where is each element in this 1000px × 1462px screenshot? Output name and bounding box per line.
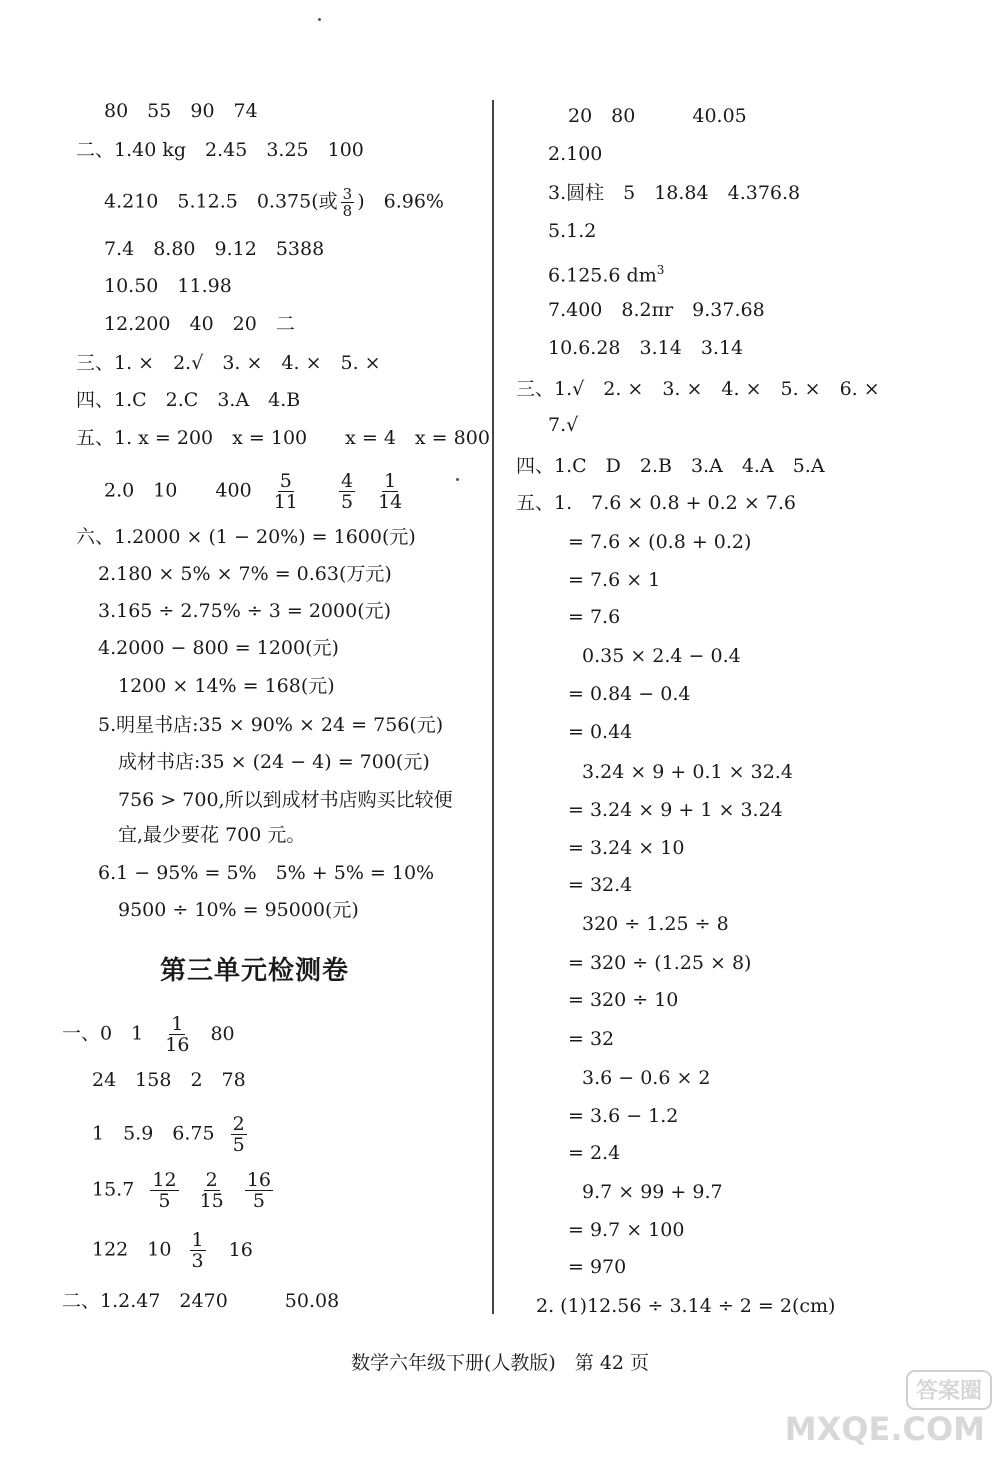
- answer-line: = 9.7 × 100: [568, 1219, 685, 1241]
- answer-line: 7.400 8.2πr 9.37.68: [548, 299, 765, 321]
- answer-line: 3.圆柱 5 18.84 4.376.8: [548, 182, 801, 204]
- answer-line: 成材书店:35 × (24 − 4) = 700(元): [118, 751, 430, 773]
- fraction: $\frac{1}{3}$: [191, 1229, 204, 1272]
- fraction: $\frac{1}{14}$: [378, 470, 403, 513]
- answer-line: = 3.6 − 1.2: [568, 1105, 679, 1127]
- answer-line: = 3.24 × 9 + 1 × 3.24: [568, 799, 783, 821]
- answer-line: 3.165 ÷ 2.75% ÷ 3 = 2000(元): [98, 600, 392, 622]
- svg-text:MXQE.COM: MXQE.COM: [784, 1410, 985, 1448]
- answer-line: 7.4 8.80 9.12 5388: [104, 238, 325, 260]
- fraction: $\frac{16}{5}$: [246, 1169, 272, 1212]
- fraction: $\frac{2}{5}$: [232, 1113, 245, 1156]
- page-footer: 数学六年级下册(人教版) 第 42 页: [350, 1352, 650, 1374]
- answer-line: = 32.4: [568, 874, 633, 896]
- answer-line: 三、1.√ 2. × 3. × 4. × 5. × 6. ×: [516, 378, 880, 400]
- answer-line: = 320 ÷ 10: [568, 989, 679, 1011]
- answer-line: 5.1.2: [548, 220, 597, 242]
- answer-line: 10.6.28 3.14 3.14: [548, 337, 744, 359]
- answer-line: 宜,最少要花 700 元。: [118, 824, 306, 846]
- answer-line: = 2.4: [568, 1142, 621, 1164]
- answer-line: 12.200 40 20 二: [104, 313, 295, 335]
- answer-line: = 7.6: [568, 606, 621, 628]
- answer-line: 三、1. × 2.√ 3. × 4. × 5. ×: [76, 352, 381, 374]
- answer-line: 9.7 × 99 + 9.7: [582, 1181, 723, 1203]
- answer-line: 10.50 11.98: [104, 275, 232, 297]
- answer-line: 1200 × 14% = 168(元): [118, 675, 335, 697]
- answer-line: 3.6 − 0.6 × 2: [582, 1067, 711, 1089]
- answer-line: 320 ÷ 1.25 ÷ 8: [582, 913, 729, 935]
- answer-line: 15.7 $\frac{12}{5}$ $\frac{2}{15}$ $\frac{16}{5}$: [92, 1169, 272, 1212]
- answer-line: 0.35 × 2.4 − 0.4: [582, 645, 741, 667]
- answer-line: 20 80 40.05: [568, 105, 747, 127]
- section-title: 第三单元检测卷: [160, 956, 350, 986]
- fraction: $\frac{2}{15}$: [199, 1169, 224, 1212]
- fraction: $\frac{1}{16}$: [165, 1013, 190, 1056]
- answer-line: 五、1. 7.6 × 0.8 + 0.2 × 7.6: [516, 492, 796, 514]
- answer-line: 2.100: [548, 143, 603, 165]
- answer-line: 756 > 700,所以到成材书店购买比较便: [118, 789, 453, 811]
- fraction: $\frac{4}{5}$: [340, 470, 354, 513]
- answer-line: 六、1.2000 × (1 − 20%) = 1600(元): [76, 526, 416, 548]
- answer-line: = 3.24 × 10: [568, 837, 685, 859]
- answer-line: 24 158 2 78: [92, 1069, 246, 1091]
- answer-line: 1 5.9 6.75 $\frac{2}{5}$: [92, 1113, 245, 1156]
- scan-dot: [456, 478, 459, 481]
- scan-dot: [318, 18, 321, 21]
- svg-text:答案圈: 答案圈: [915, 1379, 983, 1404]
- fraction: $\frac{3}{8}$: [342, 185, 353, 220]
- answer-line: 五、1. x = 200 x = 100 x = 4 x = 800: [76, 427, 490, 449]
- answer-line: 四、1.C D 2.B 3.A 4.A 5.A: [516, 455, 825, 477]
- answer-line: 6.125.6 $dm^3$: [548, 263, 665, 287]
- answer-line: 7.√: [548, 414, 579, 436]
- answer-line: = 970: [568, 1256, 627, 1278]
- answer-line: = 7.6 × (0.8 + 0.2): [568, 531, 752, 553]
- fraction: $\frac{5}{11}$: [273, 470, 298, 513]
- answer-line: 4.2000 − 800 = 1200(元): [98, 637, 339, 659]
- column-divider: [492, 100, 494, 1314]
- fraction: $\frac{12}{5}$: [152, 1169, 177, 1212]
- answer-line: = 320 ÷ (1.25 × 8): [568, 952, 752, 974]
- answer-line: = 7.6 × 1: [568, 569, 661, 591]
- answer-line: = 0.84 − 0.4: [568, 683, 691, 705]
- answer-line: 四、1.C 2.C 3.A 4.B: [76, 389, 301, 411]
- answer-line: 9500 ÷ 10% = 95000(元): [118, 899, 359, 921]
- answer-line: 3.24 × 9 + 0.1 × 32.4: [582, 761, 793, 783]
- answer-line: 一、0 1 $\frac{1}{16}$ 80: [62, 1013, 235, 1056]
- answer-line: = 32: [568, 1028, 615, 1050]
- answer-line: 2.0 10 400 $\frac{5}{11}$ $\frac{4}{5}$ $\frac{1}{14}$: [104, 470, 403, 513]
- answer-line: 5.明星书店:35 × 90% × 24 = 756(元): [98, 714, 444, 736]
- watermark-site: [780, 1404, 990, 1450]
- answer-line: 122 10 $\frac{1}{3}$ 16: [92, 1229, 253, 1272]
- answer-line: = 0.44: [568, 721, 633, 743]
- answer-line: 2. (1)12.56 ÷ 3.14 ÷ 2 = 2(cm): [536, 1295, 836, 1317]
- answer-line: 4.210 5.12.5 0.375(或 $\frac{3}{8}$ ) 6.96%: [104, 185, 444, 220]
- answer-line: 二、1.40 kg 2.45 3.25 100: [76, 139, 364, 161]
- answer-line: 6.1 − 95% = 5% 5% + 5% = 10%: [98, 862, 435, 884]
- answer-line: 二、1.2.47 2470 50.08: [62, 1290, 340, 1312]
- answer-line: 80 55 90 74: [104, 100, 258, 122]
- answer-line: 2.180 × 5% × 7% = 0.63(万元): [98, 563, 392, 585]
